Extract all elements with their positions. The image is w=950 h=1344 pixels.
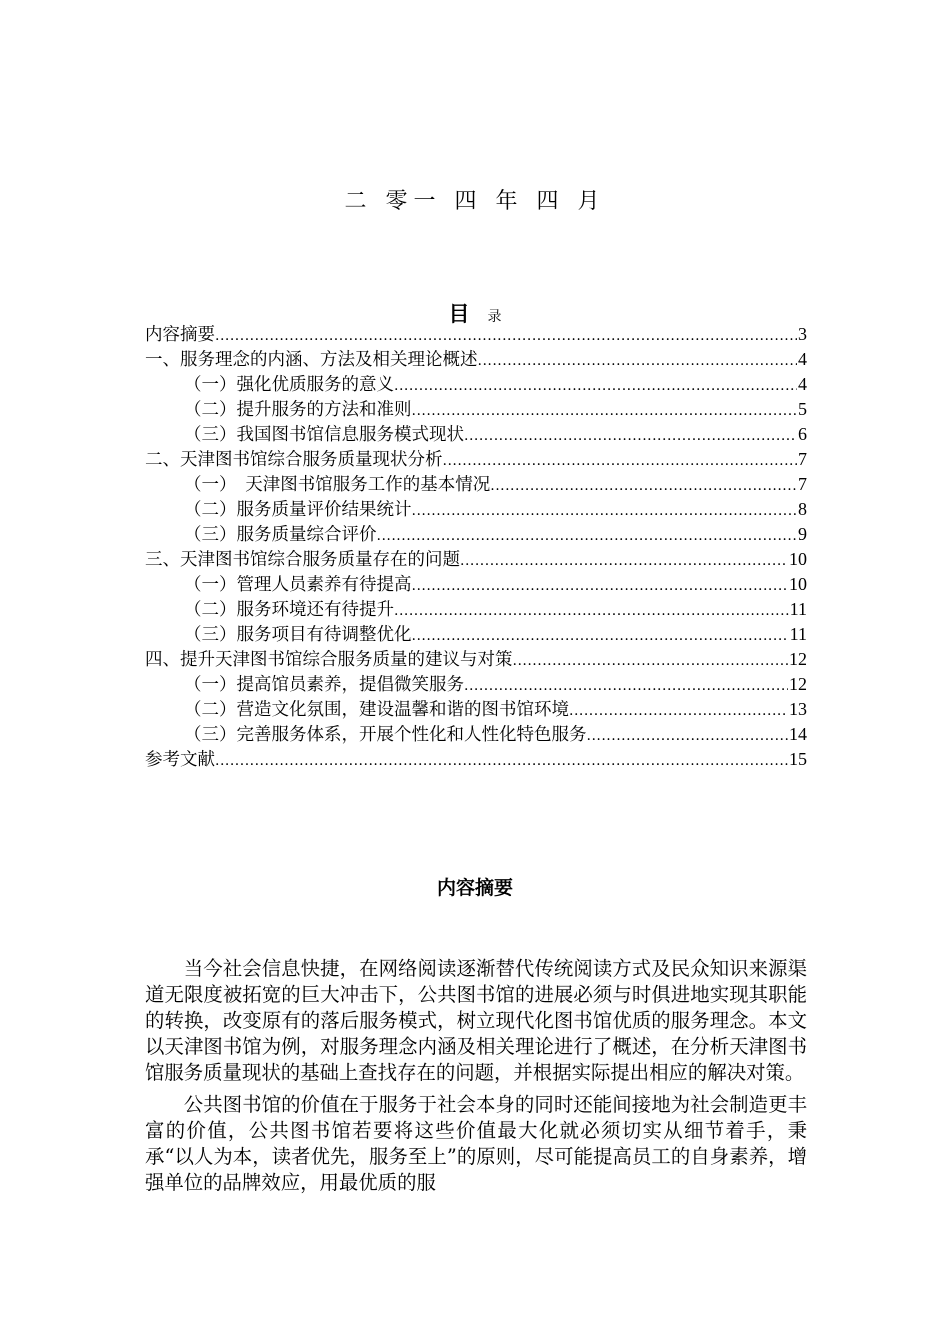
toc-leader-dots <box>443 449 798 472</box>
toc-entry-text: 一、服务理念的内涵、方法及相关理论概述 <box>145 350 478 370</box>
toc-entry-text: （二）服务质量评价结果统计 <box>184 500 412 520</box>
toc-entry[interactable] <box>145 397 807 422</box>
toc-entry-text: （二）提升服务的方法和准则 <box>184 400 412 420</box>
toc-entry-page: 7 <box>798 474 807 494</box>
toc-entry-text: （二）营造文化氛围，建设温馨和谐的图书馆环境 <box>184 700 569 720</box>
toc-entry-text: （一）强化优质服务的意义 <box>184 375 394 395</box>
toc-entry-page: 7 <box>798 449 807 469</box>
toc-entry[interactable] <box>145 547 807 572</box>
toc-entry[interactable] <box>145 497 807 522</box>
toc-leader-dots <box>587 724 789 747</box>
toc-entry-text: （一）提高馆员素养，提倡微笑服务 <box>184 675 464 695</box>
document-date: 二 零一 四 年 四 月 <box>344 189 606 214</box>
toc-leader-dots <box>513 649 789 672</box>
toc-entry-page: 5 <box>798 399 807 419</box>
toc-leader-dots <box>394 599 789 622</box>
toc-entry[interactable] <box>145 472 807 497</box>
toc-entry[interactable] <box>145 722 807 747</box>
toc-leader-dots <box>412 499 798 522</box>
toc-entry-text: （三）我国图书馆信息服务模式现状 <box>184 425 464 445</box>
toc-entry-text: （一）管理人员素养有待提高 <box>184 575 412 595</box>
toc-entry-text: 二、天津图书馆综合服务质量现状分析 <box>145 450 443 470</box>
toc-entry-page: 4 <box>798 349 807 369</box>
toc-entry-text: （一） 天津图书馆服务工作的基本情况 <box>184 475 491 495</box>
toc-leader-dots <box>412 624 789 647</box>
toc-entry-page: 14 <box>789 724 807 744</box>
toc-entry-page: 3 <box>798 324 807 344</box>
toc-leader-dots <box>478 349 798 372</box>
toc-entry-page: 10 <box>789 574 807 594</box>
toc-entry[interactable] <box>145 347 807 372</box>
toc-entry-page: 8 <box>798 499 807 519</box>
toc-leader-dots <box>464 424 797 447</box>
toc-entry[interactable] <box>145 597 807 622</box>
toc-leader-dots <box>394 374 797 397</box>
toc-entry-text: （二）服务环境还有待提升 <box>184 600 394 620</box>
toc-entry-page: 12 <box>789 674 807 694</box>
toc-entry[interactable] <box>145 447 807 472</box>
toc-entry-text: （三）服务质量综合评价 <box>184 525 377 545</box>
toc-leader-dots <box>569 699 788 722</box>
toc-entry-text: （三）服务项目有待调整优化 <box>184 625 412 645</box>
toc-entry[interactable] <box>145 747 807 772</box>
toc-entry-page: 15 <box>789 749 807 769</box>
toc-entry[interactable] <box>145 422 807 447</box>
toc-leader-dots <box>464 674 788 697</box>
toc-leader-dots <box>215 749 788 772</box>
toc-entry-page: 10 <box>789 549 807 569</box>
toc-entry-text: （三）完善服务体系，开展个性化和人性化特色服务 <box>184 725 587 745</box>
toc-entry-text: 参考文献 <box>145 750 215 770</box>
toc-entry[interactable] <box>145 672 807 697</box>
table-of-contents <box>145 322 807 772</box>
toc-entry-page: 4 <box>798 374 807 394</box>
abstract-title: 内容摘要 <box>436 877 513 899</box>
abstract-paragraph: 公共图书馆的价值在于服务于社会本身的同时还能间接地为社会制造更丰富的价值，公共图书馆若要将这些价值最大化就必须切实从细节着手，秉承“以人为本，读者优先，服务至上”的原则，尽可能提高员工的自身素养，增强单位的品牌效应，用最优质的服 <box>145 1093 807 1194</box>
toc-entry-page: 11 <box>789 599 807 619</box>
toc-entry-page: 6 <box>798 424 807 444</box>
abstract-body <box>145 956 807 1202</box>
toc-leader-dots <box>412 399 798 422</box>
toc-leader-dots <box>460 549 788 572</box>
toc-entry-text: 内容摘要 <box>145 325 215 345</box>
toc-entry[interactable] <box>145 697 807 722</box>
toc-leader-dots <box>490 474 797 497</box>
toc-entry-page: 9 <box>798 524 807 544</box>
toc-entry[interactable] <box>145 622 807 647</box>
toc-entry[interactable] <box>145 572 807 597</box>
toc-entry[interactable] <box>145 322 807 347</box>
toc-entry[interactable] <box>145 372 807 397</box>
toc-entry-page: 11 <box>789 624 807 644</box>
toc-entry[interactable] <box>145 647 807 672</box>
toc-leader-dots <box>377 524 798 547</box>
toc-entry-text: 四、提升天津图书馆综合服务质量的建议与对策 <box>145 650 513 670</box>
toc-leader-dots <box>412 574 789 597</box>
abstract-paragraph: 当今社会信息快捷，在网络阅读逐渐替代传统阅读方式及民众知识来源渠道无限度被拓宽的巨大冲击下，公共图书馆的进展必须与时俱进地实现其职能的转换，改变原有的落后服务模式，树立现代化图书馆优质的服务理念。本文以天津图书馆为例，对服务理念内涵及相关理论进行了概述，在分析天津图书馆服务质量现状的基础上查找存在的问题，并根据实际提出相应的解决对策。 <box>145 957 807 1084</box>
toc-entry-text: 三、天津图书馆综合服务质量存在的问题 <box>145 550 460 570</box>
toc-entry-page: 12 <box>789 649 807 669</box>
toc-title-main: 目 <box>448 301 470 326</box>
toc-title-small: 录 <box>487 309 502 325</box>
toc-leader-dots <box>215 324 797 347</box>
toc-entry[interactable] <box>145 522 807 547</box>
toc-entry-page: 13 <box>789 699 807 719</box>
